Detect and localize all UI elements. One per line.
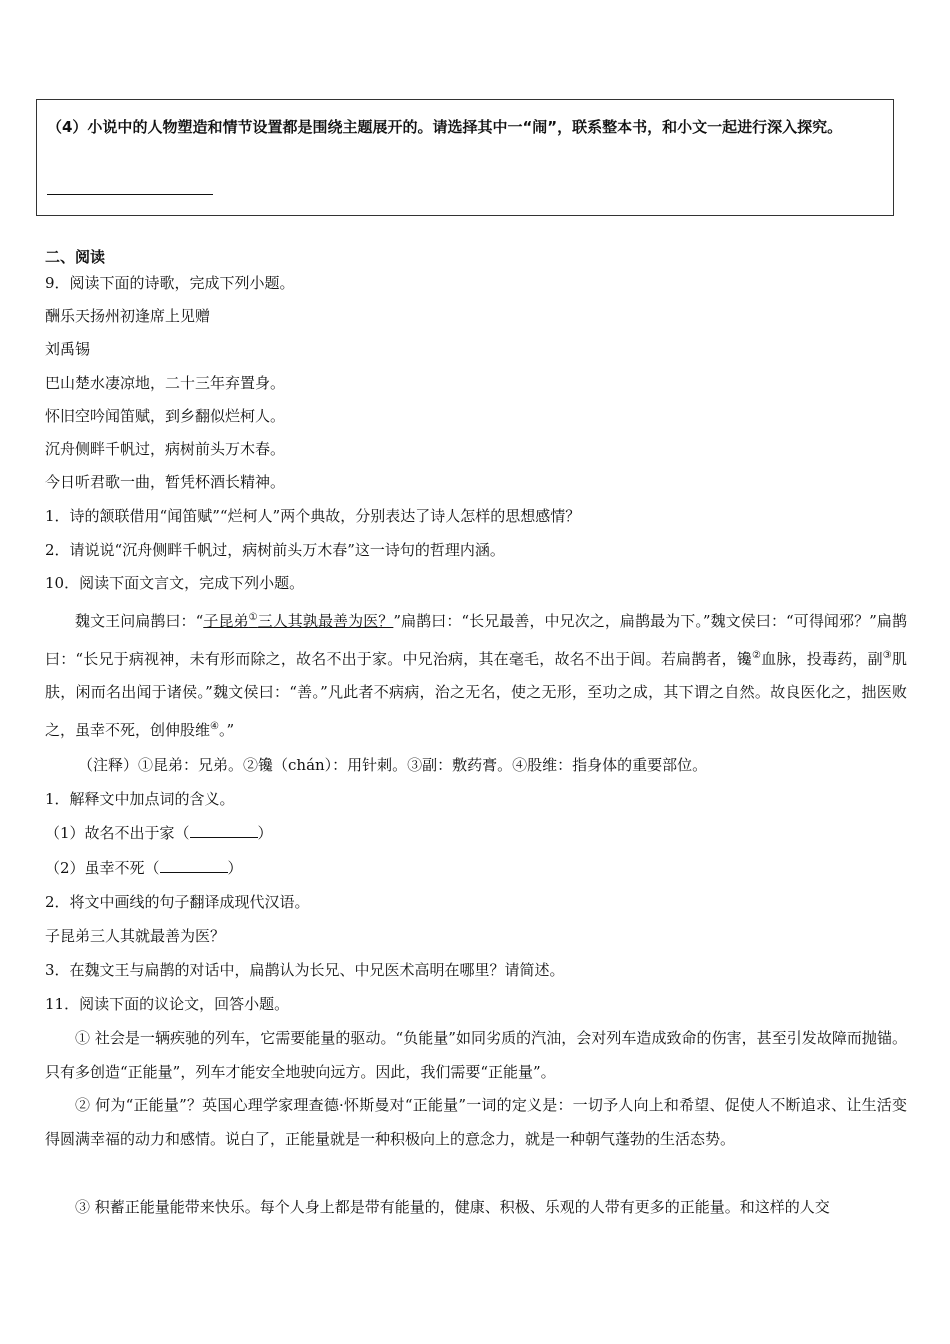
poem-title: 酬乐天扬州初逢席上见赠 <box>45 307 211 325</box>
essay-paragraph-2: ② 何为“正能量”？英国心理学家理查德·怀斯曼对“正能量”一词的定义是：一切予人向上和希望、促使人不断追求、让生活变得圆满幸福的动力和感情。说白了，正能量就是一种积极向上的意念力，就是一种朝气蓬勃的生活态势。 <box>45 1096 907 1148</box>
poem-author: 刘禹锡 <box>45 340 91 358</box>
poem-line: 巴山楚水凄凉地，二十三年弃置身。 <box>45 374 286 392</box>
q10-sub1-item: （1）故名不出于家（ ） <box>45 824 273 842</box>
q9-sub2: 2．请说说“沉舟侧畔千帆过，病树前头万木春”这一诗句的哲理内涵。 <box>45 541 505 559</box>
question-box <box>36 99 894 216</box>
q10-sub3: 3．在魏文王与扁鹊的对话中，扁鹊认为长兄、中兄医术高明在哪里？请简述。 <box>45 961 565 979</box>
annotation-note: （注释）①昆弟：兄弟。②镵（chán）：用针刺。③副：敷药膏。④股维：指身体的重要部位。 <box>78 756 708 774</box>
q10-sub1: 1．解释文中加点词的含义。 <box>45 790 235 808</box>
q10-sub1-item: （2）虽幸不死（ ） <box>45 859 243 877</box>
underlined-sentence: 子昆弟①三人其孰最善为医？ <box>203 612 394 630</box>
q9-intro: 9．阅读下面的诗歌，完成下列小题。 <box>45 274 295 292</box>
essay-paragraph-1: ① 社会是一辆疾驰的列车，它需要能量的驱动。“负能量”如同劣质的汽油，会对列车造成致命的伤害，甚至引发故障而抛锚。只有多创造“正能量”，列车才能安全地驶向远方。因此，我们需要“正能量”。 <box>45 1029 907 1081</box>
poem-line: 沉舟侧畔千帆过，病树前头万木春。 <box>45 440 286 458</box>
answer-blank-line[interactable] <box>47 194 213 195</box>
q10-sub2: 2．将文中画线的句子翻译成现代汉语。 <box>45 893 310 911</box>
q11-intro: 11．阅读下面的议论文，回答小题。 <box>45 995 290 1013</box>
answer-blank[interactable] <box>160 858 228 873</box>
poem-line: 怀旧空吟闻笛赋，到乡翻似烂柯人。 <box>45 407 286 425</box>
q9-sub1: 1．诗的颔联借用“闻笛赋”“烂柯人”两个典故，分别表达了诗人怎样的思想感情？ <box>45 507 581 525</box>
classical-passage: 魏文王问扁鹊曰：“子昆弟①三人其孰最善为医？”扁鹊曰：“长兄最善，中兄次之，扁鹊最为下。”魏文侯曰：“可得闻邪？”扁鹊曰：“长兄于病视神，未有形而除之，故名不出于家。中兄治病，其在毫毛，故名不出于闾。若扁鹊者，镵②血脉，投毒药，副③肌肤，闲而名出闻于诸侯。”魏文侯曰：“善。”凡此者不病病，治之无名，使之无形，至功之成，其下谓之自然。故良医化之，拙医败之，虽幸不死，创伸股维④。” <box>45 612 907 739</box>
section-heading: 二、阅读 <box>45 248 106 266</box>
answer-blank[interactable] <box>190 823 258 838</box>
q10-sub2-sentence: 子昆弟三人其就最善为医？ <box>45 927 226 945</box>
essay-paragraph-3: ③ 积蓄正能量能带来快乐。每个人身上都是带有能量的，健康、积极、乐观的人带有更多的正能量。和这样的人交 <box>75 1198 830 1216</box>
poem-line: 今日听君歌一曲，暂凭杯酒长精神。 <box>45 473 286 491</box>
question-4-text: （4）小说中的人物塑造和情节设置都是围绕主题展开的。请选择其中一“闹”，联系整本书，和小文一起进行深入探究。 <box>47 118 843 136</box>
q10-intro: 10．阅读下面文言文，完成下列小题。 <box>45 574 305 592</box>
